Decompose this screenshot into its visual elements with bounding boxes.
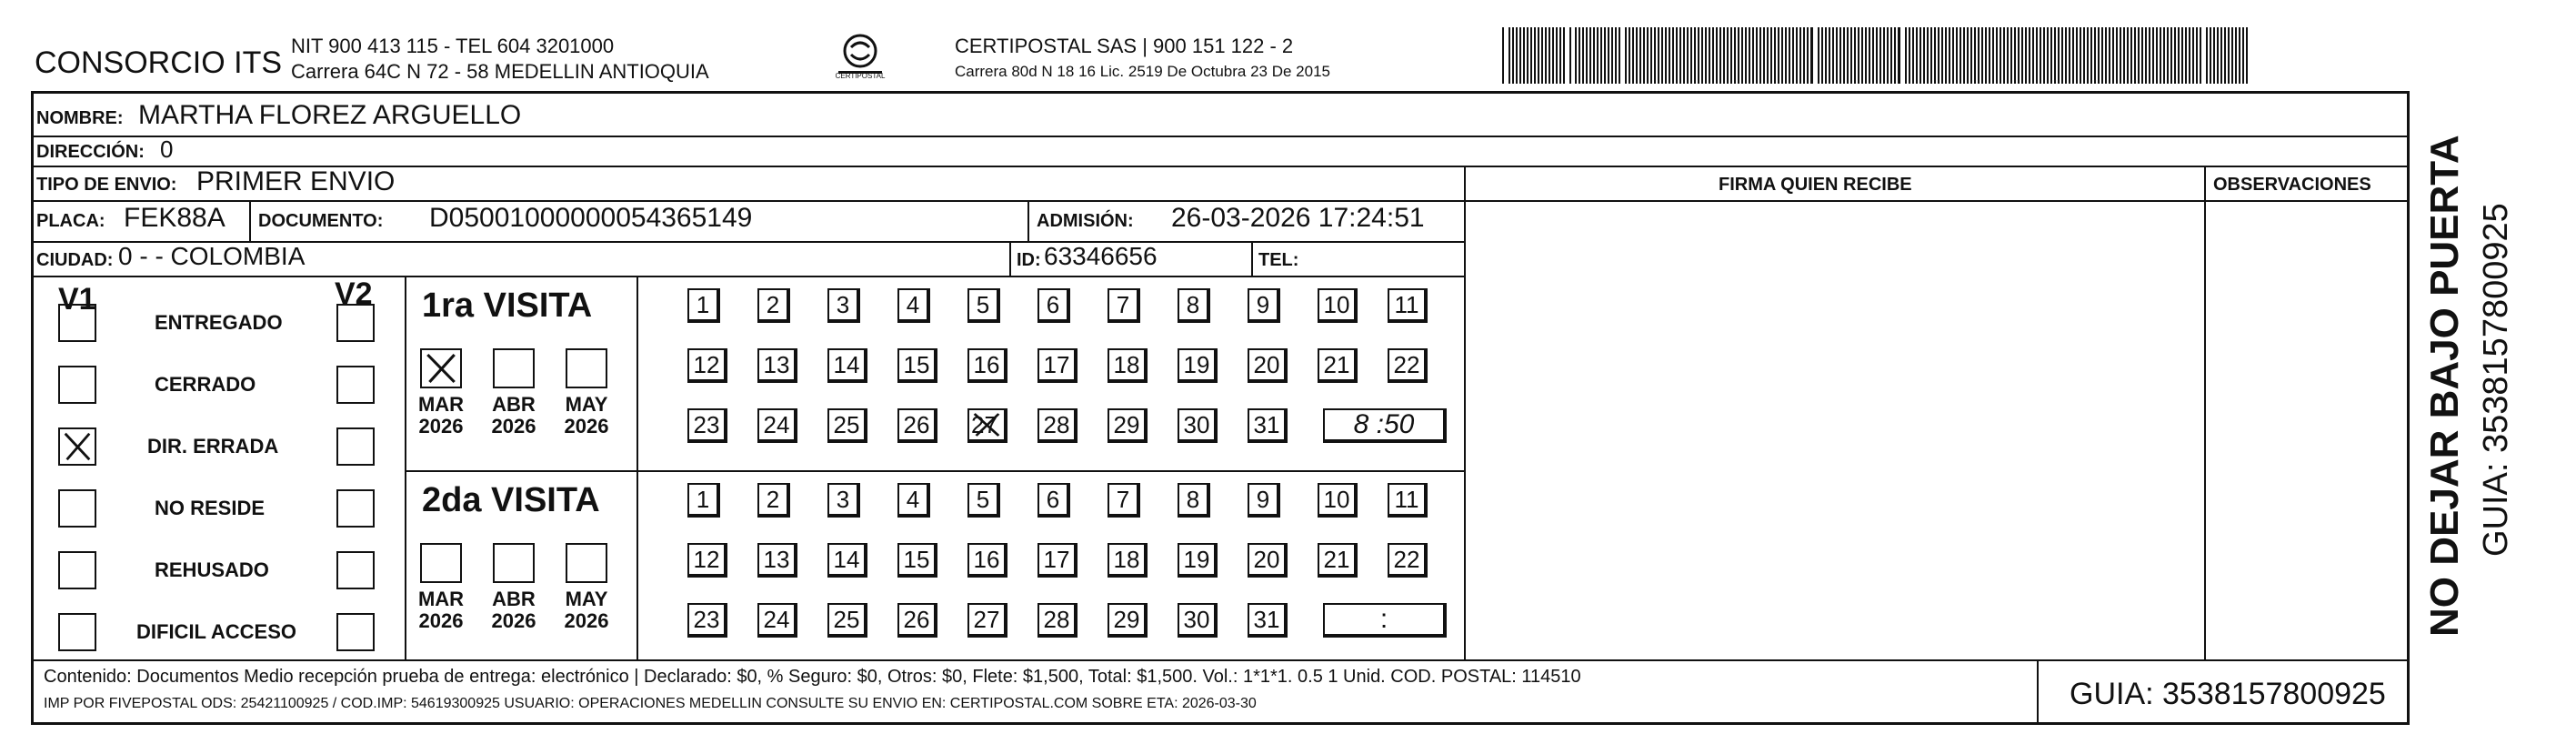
month-label <box>485 394 543 437</box>
day-box[interactable]: 6 <box>1037 288 1070 323</box>
day-box[interactable]: 22 <box>1388 543 1428 578</box>
time-box[interactable]: 8 :50 <box>1323 408 1447 443</box>
day-box[interactable]: 28 <box>1037 603 1078 638</box>
v2-checkbox[interactable] <box>336 304 375 342</box>
day-box[interactable]: 17 <box>1037 543 1078 578</box>
month-label <box>485 588 543 632</box>
day-box[interactable]: 6 <box>1037 483 1070 518</box>
visit-title: 2da VISITA <box>422 481 600 519</box>
v1-checkbox[interactable] <box>58 551 96 589</box>
firma-header: FIRMA QUIEN RECIBE <box>1719 175 1912 195</box>
day-box[interactable]: 21 <box>1318 348 1358 383</box>
status-label: CERRADO <box>155 373 256 396</box>
v1-checkbox[interactable] <box>58 366 96 404</box>
day-box[interactable]: 14 <box>827 348 867 383</box>
status-label: REHUSADO <box>155 558 269 581</box>
status-label: NO RESIDE <box>155 497 266 519</box>
time-box[interactable]: : <box>1323 603 1447 638</box>
footer-guia: GUIA: 3538157800925 <box>2070 677 2386 711</box>
nombre-value: MARTHA FLOREZ ARGUELLO <box>138 100 522 130</box>
tipo-envio-label: TIPO DE ENVIO: <box>36 175 177 195</box>
day-box[interactable]: 17 <box>1037 348 1078 383</box>
certipostal-logo <box>833 33 887 82</box>
day-box[interactable]: 2 <box>757 288 790 323</box>
admision-label: ADMISIÓN: <box>1037 211 1134 231</box>
status-label: ENTREGADO <box>155 311 283 334</box>
day-box[interactable]: 12 <box>687 348 727 383</box>
documento-label: DOCUMENTO: <box>258 211 384 231</box>
month-checkbox[interactable] <box>493 543 535 583</box>
day-box[interactable]: 27 <box>967 603 1007 638</box>
day-box[interactable]: 5 <box>967 288 1000 323</box>
tipo-envio-value: PRIMER ENVIO <box>196 166 396 196</box>
v2-checkbox[interactable] <box>336 366 375 404</box>
month-year: 2026 <box>418 609 464 633</box>
footer-imp: IMP POR FIVEPOSTAL ODS: 25421100925 / COD.IMP: 54619300925 USUARIO: OPERACIONES MEDELLIN CONSULTE SU ENVIO EN: CERTIPOSTAL.COM SOBRE ETA: 2026-03-30 <box>44 696 1257 711</box>
day-box[interactable]: 26 <box>897 408 937 443</box>
day-box[interactable]: 18 <box>1108 348 1148 383</box>
day-box[interactable]: 20 <box>1248 543 1288 578</box>
observaciones-header: OBSERVACIONES <box>2213 175 2371 195</box>
month-label <box>412 394 470 437</box>
day-box[interactable]: 18 <box>1108 543 1148 578</box>
v1-checkbox[interactable] <box>58 613 96 651</box>
day-box[interactable]: 16 <box>967 543 1007 578</box>
v1-checkbox[interactable] <box>58 427 96 466</box>
placa-value: FEK88A <box>124 203 226 233</box>
tel-label: TEL: <box>1258 250 1299 270</box>
v2-checkbox[interactable] <box>336 551 375 589</box>
barcode <box>1502 27 2251 84</box>
day-box[interactable]: 1 <box>687 288 720 323</box>
day-box[interactable]: 15 <box>897 543 937 578</box>
v2-label: V2 <box>335 276 373 311</box>
carrier-address: Carrera 80d N 18 16 Lic. 2519 De Octubra 23 De 2015 <box>955 63 1330 80</box>
day-box[interactable]: 8 <box>1178 483 1210 518</box>
day-box[interactable]: 1 <box>687 483 720 518</box>
side-warning: NO DEJAR BAJO PUERTA <box>2422 135 2467 637</box>
v2-checkbox[interactable] <box>336 613 375 651</box>
month-checkbox[interactable] <box>420 543 462 583</box>
day-box[interactable]: 9 <box>1248 288 1280 323</box>
id-label: ID: <box>1017 250 1041 270</box>
month-name: MAY <box>565 393 608 416</box>
day-box[interactable]: 14 <box>827 543 867 578</box>
day-box[interactable]: 19 <box>1178 348 1218 383</box>
admision-value: 26-03-2026 17:24:51 <box>1171 203 1425 233</box>
placa-label: PLACA: <box>36 211 105 231</box>
month-name: MAR <box>417 588 465 610</box>
day-box[interactable]: 30 <box>1178 408 1218 443</box>
ciudad-value: 0 - - COLOMBIA <box>118 242 306 270</box>
direccion-value: 0 <box>160 136 174 163</box>
footer-content: Contenido: Documentos Medio recepción prueba de entrega: electrónico | Declarado: $0, % Seguro: $0, Otros: $0, Flete: $1,500, Total: $1,500. Vol.: 1*1*1. 0.5 1 Unid. COD. POSTAL: 114510 <box>44 667 1581 687</box>
month-checkbox[interactable] <box>566 348 607 388</box>
day-box[interactable]: 3 <box>827 288 860 323</box>
month-checkbox[interactable] <box>493 348 535 388</box>
month-year: 2026 <box>491 415 536 438</box>
day-box[interactable]: 2 <box>757 483 790 518</box>
day-box[interactable]: 19 <box>1178 543 1218 578</box>
day-box[interactable]: 8 <box>1178 288 1210 323</box>
month-year: 2026 <box>564 415 609 438</box>
month-year: 2026 <box>491 609 536 633</box>
ciudad-label: CIUDAD: <box>36 250 114 270</box>
documento-value: D05001000000054365149 <box>429 203 753 233</box>
day-number: 27 <box>971 411 997 438</box>
day-box[interactable]: 16 <box>967 348 1007 383</box>
day-box[interactable]: 13 <box>757 348 797 383</box>
day-box[interactable]: 31 <box>1248 408 1288 443</box>
day-box[interactable]: 15 <box>897 348 937 383</box>
v1-checkbox[interactable] <box>58 304 96 342</box>
day-box[interactable]: 10 <box>1318 288 1358 323</box>
day-box[interactable]: 23 <box>687 603 727 638</box>
company-nit: NIT 900 413 115 - TEL 604 3201000 <box>291 35 615 57</box>
day-box[interactable]: 7 <box>1108 483 1140 518</box>
day-box[interactable]: 4 <box>897 483 930 518</box>
day-box[interactable]: 4 <box>897 288 930 323</box>
day-box[interactable]: 29 <box>1108 408 1148 443</box>
id-value: 63346656 <box>1044 242 1158 270</box>
day-box[interactable]: 12 <box>687 543 727 578</box>
month-label <box>557 394 616 437</box>
month-year: 2026 <box>418 415 464 438</box>
company-address: Carrera 64C N 72 - 58 MEDELLIN ANTIOQUIA <box>291 60 709 83</box>
side-guia: GUIA: 3538157800925 <box>2477 203 2515 557</box>
day-box[interactable]: 25 <box>827 408 867 443</box>
day-box[interactable]: 5 <box>967 483 1000 518</box>
carrier-line: CERTIPOSTAL SAS | 900 151 122 - 2 <box>955 35 1294 57</box>
month-name: ABR <box>492 393 536 416</box>
day-box[interactable]: 11 <box>1388 483 1428 518</box>
day-box[interactable]: 20 <box>1248 348 1288 383</box>
day-box[interactable]: 29 <box>1108 603 1148 638</box>
status-label: DIFICIL ACCESO <box>136 620 297 643</box>
v2-checkbox[interactable] <box>336 489 375 528</box>
day-box[interactable]: 30 <box>1178 603 1218 638</box>
month-name: ABR <box>492 588 536 610</box>
status-label: DIR. ERRADA <box>147 435 279 457</box>
day-box[interactable]: 11 <box>1388 288 1428 323</box>
day-box[interactable]: 9 <box>1248 483 1280 518</box>
day-box[interactable]: 31 <box>1248 603 1288 638</box>
month-name: MAY <box>565 588 608 610</box>
day-box[interactable]: 21 <box>1318 543 1358 578</box>
v1-checkbox[interactable] <box>58 489 96 528</box>
day-box[interactable]: 7 <box>1108 288 1140 323</box>
day-box[interactable]: 28 <box>1037 408 1078 443</box>
day-box[interactable]: 13 <box>757 543 797 578</box>
day-box[interactable]: 24 <box>757 603 797 638</box>
day-box[interactable]: 10 <box>1318 483 1358 518</box>
day-box[interactable]: 22 <box>1388 348 1428 383</box>
day-box[interactable]: 23 <box>687 408 727 443</box>
nombre-label: NOMBRE: <box>36 108 124 128</box>
visit-title: 1ra VISITA <box>422 287 593 325</box>
month-checkbox[interactable] <box>566 543 607 583</box>
month-label <box>412 588 470 632</box>
day-box[interactable]: 25 <box>827 603 867 638</box>
direccion-label: DIRECCIÓN: <box>36 142 145 162</box>
day-box[interactable]: 24 <box>757 408 797 443</box>
v2-checkbox[interactable] <box>336 427 375 466</box>
month-name: MAR <box>417 393 465 416</box>
v1-label: V1 <box>58 282 96 317</box>
day-box[interactable]: 3 <box>827 483 860 518</box>
logo-text: CERTIPOSTAL <box>835 72 886 80</box>
day-box[interactable]: 26 <box>897 603 937 638</box>
month-label <box>557 588 616 632</box>
month-checkbox[interactable] <box>420 348 462 388</box>
month-year: 2026 <box>564 609 609 633</box>
company-name: CONSORCIO ITS <box>35 45 283 80</box>
day-box[interactable] <box>967 408 1007 443</box>
